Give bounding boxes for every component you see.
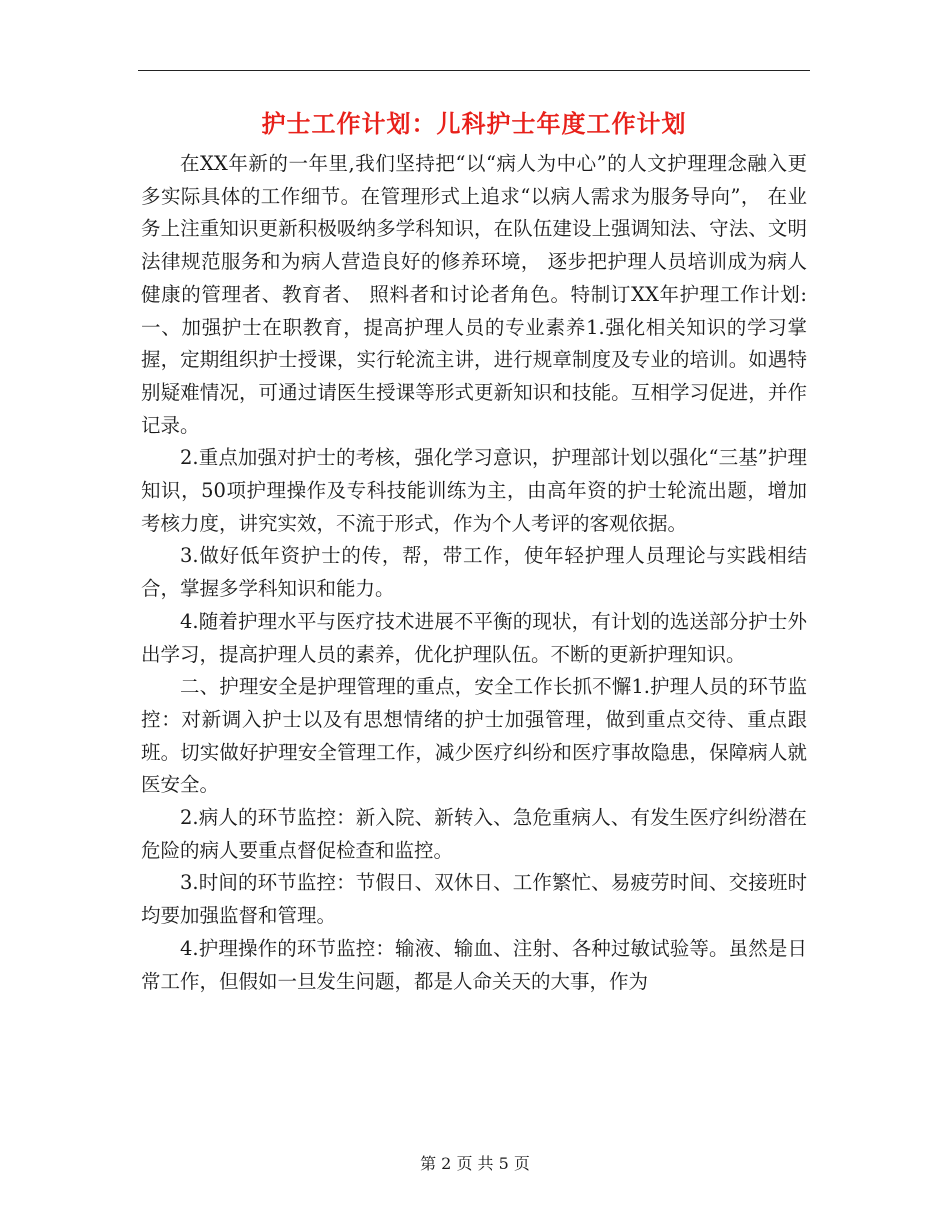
paragraph: 2.病人的环节监控：新入院、新转入、急危重病人、有发生医疗纠纷潜在危险的病人要重点督促检查和监控。: [141, 806, 807, 862]
header-rule: [138, 70, 810, 71]
paragraph: 二、护理安全是护理管理的重点，安全工作长抓不懈1.护理人员的环节监控：对新调入护士以及有思想情绪的护士加强管理，做到重点交待、重点跟班。切实做好护理安全管理工作，减少医疗纠纷和医疗事故隐患，保障病人就医安全。: [141, 675, 807, 797]
page-number: 第 2 页 共 5 页: [420, 1154, 530, 1173]
paragraph: 2.重点加强对护士的考核，强化学习意识，护理部计划以强化“三基”护理知识，50项护理操作及专科技能训练为主，由高年资的护士轮流出题，增加考核力度，讲究实效，不流于形式，作为个人考评的客观依据。: [141, 446, 807, 535]
paragraph: 4.护理操作的环节监控：输液、输血、注射、各种过敏试验等。虽然是日常工作，但假如一旦发生问题，都是人命关天的大事，作为: [141, 936, 807, 993]
document-title: 护士工作计划：儿科护士年度工作计划: [261, 109, 687, 138]
paragraph: 3.做好低年资护士的传，帮，带工作，使年轻护理人员理论与实践相结合，掌握多学科知识和能力。: [141, 544, 807, 601]
paragraph: 4.随着护理水平与医疗技术进展不平衡的现状，有计划的选送部分护士外出学习，提高护理人员的素养，优化护理队伍。不断的更新护理知识。: [141, 609, 807, 666]
document-body: [141, 148, 807, 998]
paragraph: 3.时间的环节监控：节假日、双休日、工作繁忙、易疲劳时间、交接班时均要加强监督和管理。: [141, 871, 807, 928]
paragraph: 在XX年新的一年里,我们坚持把“以“病人为中心”的人文护理理念融入更多实际具体的工作细节。在管理形式上追求“以病人需求为服务导向”， 在业务上注重知识更新积极吸纳多学科知识，在队伍建设上强调知法、守法、文明法律规范服务和为病人营造良好的修养环境， 逐步把护理人员培训成为病人健康的管理者、教育者、 照料者和讨论者角色。特制订XX年护理工作计划:一、加强护士在职教育，提高护理人员的专业素养1.强化相关知识的学习掌握，定期组织护士授课，实行轮流主讲，进行规章制度及专业的培训。如遇特别疑难情况，可通过请医生授课等形式更新知识和技能。互相学习促进，并作记录。: [141, 152, 807, 437]
